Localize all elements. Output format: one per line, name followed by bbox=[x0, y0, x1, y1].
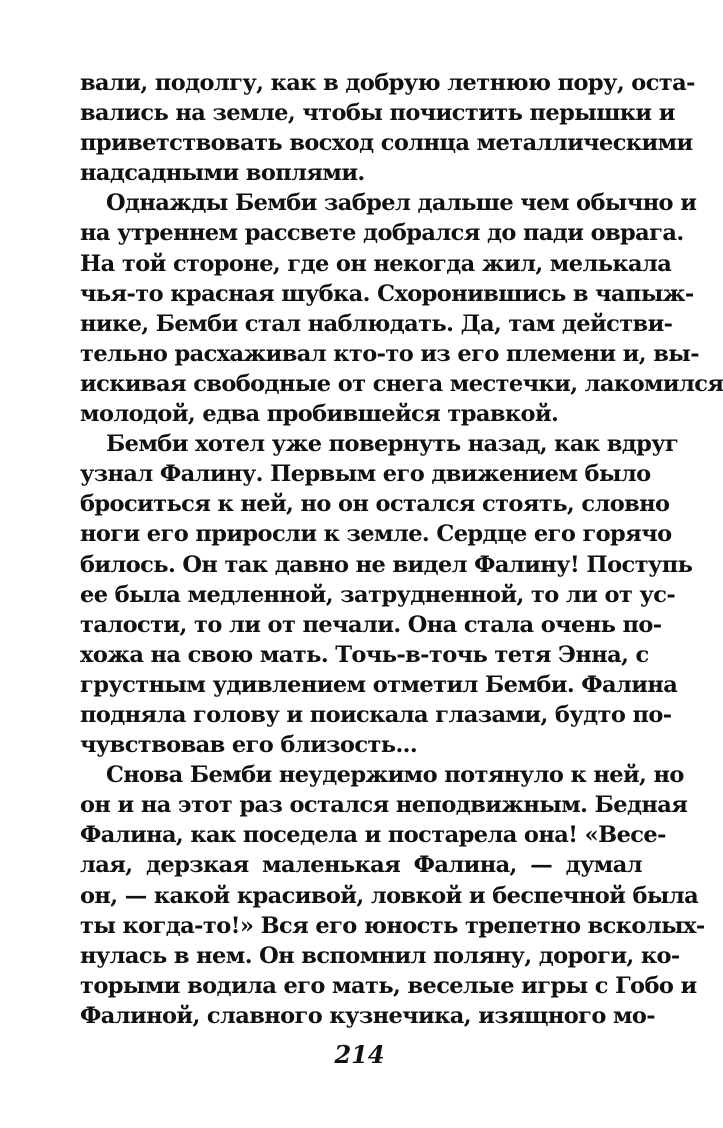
body-text bbox=[80, 68, 723, 1031]
text-line: подняла голову и поискала глазами, будто по- bbox=[80, 701, 672, 728]
text-line: билось. Он так давно не видел Фалину! Поступь bbox=[80, 551, 693, 578]
text-line: чья-то красная шубка. Схоронившись в чапыж- bbox=[80, 280, 694, 307]
text-line: талости, то ли от печали. Она стала очень по- bbox=[80, 611, 662, 638]
text-line: лая, дерзкая маленькая Фалина, — думал bbox=[80, 852, 642, 879]
text-line: чувствовав его близость... bbox=[80, 732, 418, 759]
paragraph-4 bbox=[80, 760, 705, 1031]
text-line: Однажды Бемби забрел дальше чем обычно и bbox=[106, 190, 697, 217]
text-line: Фалиной, славного кузнечика, изящного мо- bbox=[80, 1002, 656, 1029]
text-line: ты когда-то!» Вся его юность трепетно всколых- bbox=[80, 912, 705, 939]
page-number: 214 bbox=[334, 1040, 385, 1069]
text-line: Фалина, как поседела и постарела она! «Весе- bbox=[80, 822, 666, 849]
text-line: нулась в нем. Он вспомнил поляну, дороги, ко- bbox=[80, 942, 680, 969]
text-line: приветствовать восход солнца металлическими bbox=[80, 130, 693, 157]
text-line: Снова Бемби неудержимо потянуло к ней, но bbox=[106, 762, 684, 789]
text-line: грустным удивлением отметил Бемби. Фалина bbox=[80, 671, 678, 698]
text-line: вались на земле, чтобы почистить перышки и bbox=[80, 100, 675, 127]
paragraph-2 bbox=[80, 188, 723, 429]
text-line: узнал Фалину. Первым его движением было bbox=[80, 461, 651, 488]
text-line: молодой, едва пробившейся травкой. bbox=[80, 401, 559, 428]
text-line: нике, Бемби стал наблюдать. Да, там действи- bbox=[80, 310, 673, 337]
text-line: надсадными воплями. bbox=[80, 160, 365, 187]
text-line: ноги его приросли к земле. Сердце его горячо bbox=[80, 521, 672, 548]
text-line: на утреннем рассвете добрался до пади оврага. bbox=[80, 220, 684, 247]
text-line: тельно расхаживал кто-то из его племени и, вы- bbox=[80, 340, 699, 367]
text-line: ее была медленной, затрудненной, то ли от ус- bbox=[80, 581, 676, 608]
text-line: он и на этот раз остался неподвижным. Бедная bbox=[80, 792, 688, 819]
paragraph-3 bbox=[80, 429, 693, 760]
text-line: На той стороне, где он некогда жил, мелькала bbox=[80, 250, 672, 277]
paragraph-1 bbox=[80, 68, 695, 188]
text-line: хожа на свою мать. Точь-в-точь тетя Энна, с bbox=[80, 641, 649, 668]
text-line: торыми водила его мать, веселые игры с Гобо и bbox=[80, 972, 697, 999]
text-line: Бемби хотел уже повернуть назад, как вдруг bbox=[106, 431, 679, 458]
text-line: броситься к ней, но он остался стоять, словно bbox=[80, 491, 670, 518]
text-line: искивая свободные от снега местечки, лакомился bbox=[80, 370, 723, 397]
text-line: вали, подолгу, как в добрую летнюю пору, оста- bbox=[80, 70, 695, 96]
text-line: он, — какой красивой, ловкой и беспечной была bbox=[80, 882, 699, 909]
